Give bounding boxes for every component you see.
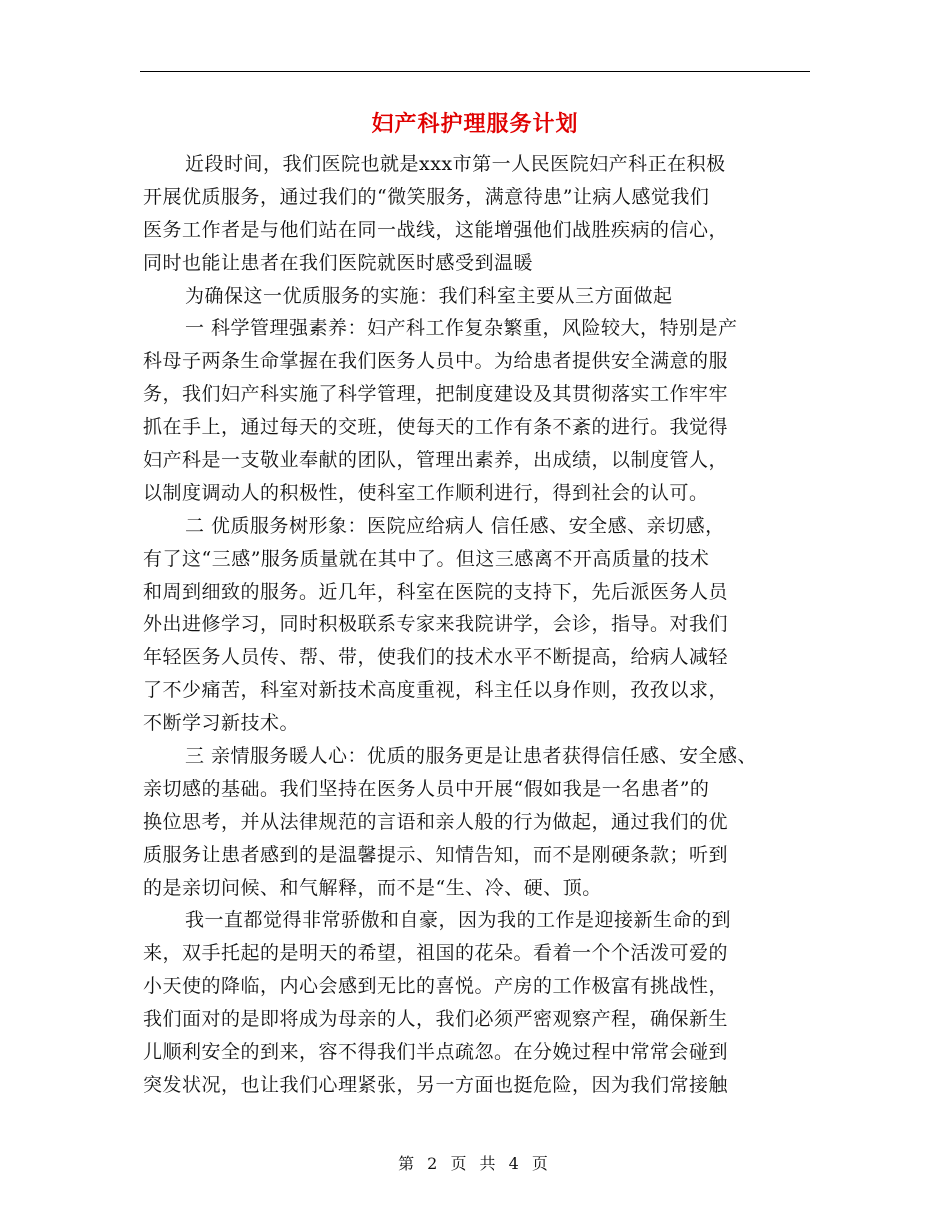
- text-line: 外出进修学习，同时积极联系专家来我院讲学，会诊，指导。对我们: [143, 613, 729, 636]
- text-line: 年轻医务人员传、帮、带，使我们的技术水平不断提高，给病人减轻: [143, 646, 729, 669]
- text-line: 和周到细致的服务。近几年，科室在医院的支持下，先后派医务人员: [143, 580, 729, 603]
- text-line: 有了这“三感”服务质量就在其中了。但这三感离不开高质量的技术: [143, 547, 710, 570]
- text-line: 抓在手上，通过每天的交班，使每天的工作有条不紊的进行。我觉得: [143, 416, 729, 439]
- text-line: 突发状况，也让我们心理紧张，另一方面也挺危险，因为我们常接触: [143, 1073, 729, 1096]
- header-rule: [140, 71, 810, 72]
- text-line: 的是亲切问候、和气解释，而不是“生、冷、硬、顶。: [143, 876, 602, 899]
- text-line: 我一直都觉得非常骄傲和自豪，因为我的工作是迎接新生命的到: [185, 909, 732, 932]
- page-footer: 第 2 页 共 4 页: [398, 1154, 552, 1173]
- text-line: 妇产科是一支敬业奉献的团队，管理出素养，出成绩，以制度管人，: [143, 449, 729, 472]
- text-line: 亲切感的基础。我们坚持在医务人员中开展“假如我是一名患者”的: [143, 777, 710, 800]
- text-line: 我们面对的是即将成为母亲的人，我们必须严密观察产程，确保新生: [143, 1008, 729, 1031]
- text-line: 开展优质服务，通过我们的“微笑服务，满意待患”让病人感觉我们: [143, 185, 710, 208]
- text-line: 小天使的降临，内心会感到无比的喜悦。产房的工作极富有挑战性，: [143, 975, 729, 998]
- text-line: 为确保这一优质服务的实施：我们科室主要从三方面做起: [185, 284, 673, 307]
- text-line: 了不少痛苦，科室对新技术高度重视，科主任以身作则，孜孜以求，: [143, 679, 729, 702]
- text-line: 医务工作者是与他们站在同一战线，这能增强他们战胜疾病的信心，: [143, 218, 729, 241]
- text-line: 二 优质服务树形象：医院应给病人 信任感、安全感、亲切感，: [185, 514, 725, 537]
- text-line: 同时也能让患者在我们医院就医时感受到温暖: [143, 251, 534, 274]
- text-line: 儿顺利安全的到来，容不得我们半点疏忽。在分娩过程中常常会碰到: [143, 1041, 729, 1064]
- text-line: 一 科学管理强素养：妇产科工作复杂繁重，风险较大，特别是产: [185, 317, 738, 340]
- text-line: 近段时间，我们医院也就是xxx市第一人民医院妇产科正在积极: [185, 153, 726, 175]
- document-title: 妇产科护理服务计划: [371, 112, 579, 137]
- document-body: [143, 148, 803, 1102]
- text-line: 科母子两条生命掌握在我们医务人员中。为给患者提供安全满意的服: [143, 350, 729, 373]
- text-line: 来，双手托起的是明天的希望，祖国的花朵。看着一个个活泼可爱的: [143, 942, 729, 965]
- text-line: 务，我们妇产科实施了科学管理，把制度建设及其贯彻落实工作牢牢: [143, 383, 729, 406]
- text-line: 以制度调动人的积极性，使科室工作顺利进行，得到社会的认可。: [143, 481, 709, 504]
- text-line: 不断学习新技术。: [143, 712, 300, 735]
- text-line: 三 亲情服务暖人心：优质的服务更是让患者获得信任感、安全感、: [185, 745, 758, 768]
- text-line: 质服务让患者感到的是温馨提示、知情告知，而不是刚硬条款；听到: [143, 843, 729, 866]
- text-line: 换位思考，并从法律规范的言语和亲人般的行为做起，通过我们的优: [143, 810, 729, 833]
